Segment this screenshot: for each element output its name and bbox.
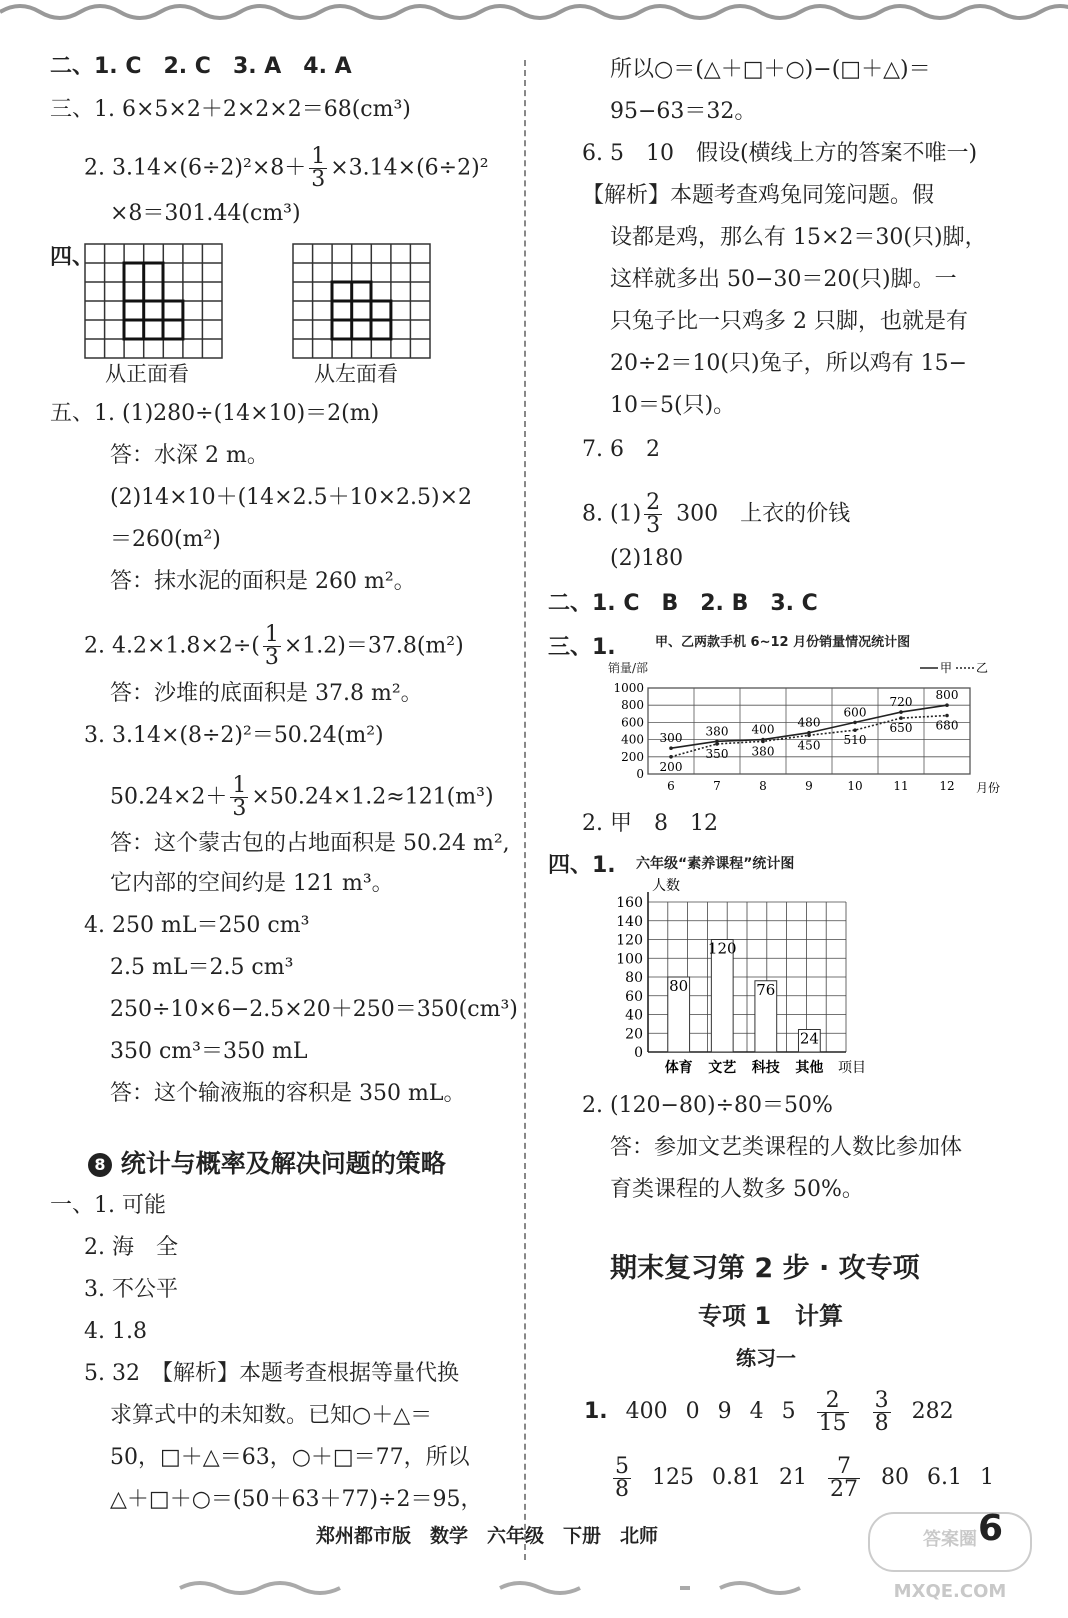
top-wave-border <box>0 0 1068 22</box>
line-chart-legend <box>920 661 988 675</box>
data-label: 380 <box>705 724 729 739</box>
unit8-q4: 4. 1.8 <box>84 1319 147 1344</box>
data-point <box>807 734 811 738</box>
answer-value: 1 <box>979 1465 994 1490</box>
r-q6-line4: 这样就多出 50−30＝20(只)脚。一 <box>610 267 957 292</box>
r-q8-line1 <box>582 492 850 537</box>
y-tick-label: 1000 <box>613 681 644 695</box>
answer-value: 282 <box>911 1399 954 1424</box>
x-tick-label: 其他 <box>795 1060 824 1076</box>
data-point <box>715 742 719 746</box>
r-q6-line3: 设都是鸡，那么有 15×2＝30(只)脚， <box>610 225 987 250</box>
bar-chart-ylabel: 人数 <box>652 878 680 894</box>
x-tick-label: 体育 <box>664 1060 693 1076</box>
left-view-caption: 从左面看 <box>314 362 398 386</box>
y-tick-label: 600 <box>621 715 644 730</box>
x-tick-label: 8 <box>759 779 767 793</box>
r-q6-line2: 【解析】本题考查鸡兔同笼问题。假 <box>582 183 935 208</box>
sec2-answers: 二、1. C 2. C 3. A 4. A <box>50 54 352 79</box>
r-q6-line6: 20÷2＝10(只)兔子，所以鸡有 15− <box>610 351 968 376</box>
data-label: 450 <box>797 738 821 753</box>
fraction: $\frac{1}{3}$ <box>311 144 326 192</box>
answer-value: 80 <box>880 1465 909 1490</box>
page-number: 6 <box>978 1508 1004 1549</box>
unit8-q5-line1: 5. 32 【解析】本题考查根据等量代换 <box>84 1361 459 1386</box>
unit8-heading <box>88 1144 446 1180</box>
data-point <box>853 728 857 732</box>
x-tick-label: 科技 <box>751 1060 780 1076</box>
sec5-q1-answer2: 答：抹水泥的面积是 260 m²。 <box>110 569 416 594</box>
fraction: $\frac{2}{3}$ <box>646 490 661 538</box>
sec5-q4-line4: 350 cm³＝350 mL <box>110 1039 308 1064</box>
x-tick-label: 9 <box>805 779 813 793</box>
answer-value: 400 <box>625 1399 668 1424</box>
bar-chart-xlabel: 项目 <box>838 1060 866 1076</box>
sec3-q2-part-a: 2. 3.14×(6÷2)²×8＋ <box>84 155 307 181</box>
r-sec2-answers: 二、1. C B 2. B 3. C <box>548 591 818 616</box>
bar-value-label: 76 <box>756 980 776 999</box>
practice-q1-row2 <box>610 1450 994 1506</box>
data-label: 480 <box>797 715 821 730</box>
legend-jia: 甲 <box>940 661 953 675</box>
bar-value-label: 80 <box>669 977 689 995</box>
answer-value: 0.81 <box>712 1465 761 1490</box>
x-tick-label: 文艺 <box>708 1060 737 1076</box>
sec5-q3-part-a: 50.24×2＋ <box>110 784 228 810</box>
sec4-label: 四、 <box>50 245 95 270</box>
y-tick-label: 120 <box>616 932 643 949</box>
data-label: 400 <box>751 722 775 737</box>
practice-q1-row1 <box>584 1384 954 1440</box>
r-q8-part-b: 300 上衣的价钱 <box>676 501 851 527</box>
sec5-q4-line3: 250÷10×6−2.5×20＋250＝350(cm³) <box>110 997 518 1022</box>
answer-value: 21 <box>778 1465 807 1490</box>
unit8-title: 统计与概率及解决问题的策略 <box>120 1149 446 1178</box>
sec5-q2-line1 <box>84 624 464 669</box>
data-point <box>761 740 765 744</box>
y-tick-label: 160 <box>616 895 643 911</box>
y-tick-label: 40 <box>625 1007 643 1024</box>
data-label: 200 <box>659 759 683 774</box>
sec3-q2-part-b: ×3.14×(6÷2)² <box>330 155 489 181</box>
bar-chart <box>600 850 900 1080</box>
data-label: 800 <box>935 688 959 703</box>
sec5-q2-answer: 答：沙堆的底面积是 37.8 m²。 <box>110 681 423 706</box>
data-point <box>669 746 673 750</box>
line-chart-xlabel: 月份 <box>976 781 1001 795</box>
left-view-grid <box>292 243 432 359</box>
x-tick-label: 11 <box>893 779 909 793</box>
line-chart <box>600 628 1010 803</box>
practice-title: 练习一 <box>736 1346 796 1370</box>
y-tick-label: 400 <box>621 732 644 747</box>
r-q8-line2: (2)180 <box>610 546 684 571</box>
bar-value-label: 120 <box>707 939 737 958</box>
footer-text: 郑州都市版 数学 六年级 下册 北师 <box>316 1525 659 1547</box>
sec5-q2-part-a: 2. 4.2×1.8×2÷( <box>84 633 260 659</box>
sec5-q1-line1: 五、1. (1)280÷(14×10)＝2(m) <box>50 401 380 426</box>
y-tick-label: 100 <box>616 951 643 968</box>
r-sec3-label: 三、1. <box>548 635 616 660</box>
r-sec4-label: 四、1. <box>548 853 616 878</box>
x-tick-label: 7 <box>713 779 721 793</box>
r-q7: 7. 6 2 <box>582 437 660 462</box>
data-label: 350 <box>705 746 729 761</box>
watermark-stamp: 答案圈 MXQE.COM <box>868 1512 1032 1572</box>
r-sec3-q2: 2. 甲 8 12 <box>582 811 718 836</box>
answer-value: 9 <box>717 1399 732 1424</box>
y-tick-label: 20 <box>625 1026 643 1043</box>
unit8-q3: 3. 不公平 <box>84 1277 178 1302</box>
line-chart-ylabel: 销量/部 <box>608 661 649 675</box>
data-label: 380 <box>751 744 775 759</box>
sec5-q1-line2: (2)14×10＋(14×2.5＋10×2.5)×2 <box>110 485 473 510</box>
data-label: 650 <box>889 721 913 736</box>
data-label: 300 <box>659 731 683 746</box>
y-tick-label: 80 <box>625 970 643 986</box>
answer-value: 6.1 <box>926 1465 962 1490</box>
data-point <box>899 710 903 714</box>
bar-value-label: 24 <box>799 1029 819 1048</box>
answer-value: 125 <box>652 1465 694 1490</box>
legend-yi: 乙 <box>976 661 989 675</box>
data-point <box>853 721 857 725</box>
sec5-q4-answer: 答：这个输液瓶的容积是 350 mL。 <box>110 1081 466 1106</box>
y-tick-label: 60 <box>625 988 643 1005</box>
front-view-grid <box>84 243 224 359</box>
r-q6-line7: 10＝5(只)。 <box>610 393 736 418</box>
y-tick-label: 140 <box>616 913 643 930</box>
unit8-badge: 8 <box>88 1153 112 1177</box>
sec3-q1: 三、1. 6×5×2＋2×2×2＝68(cm³) <box>50 97 411 122</box>
r-sec4-answer1: 答：参加文艺类课程的人数比参加体 <box>610 1135 963 1160</box>
data-point <box>945 703 949 707</box>
r-sec4-answer2: 育类课程的人数多 50%。 <box>610 1177 864 1202</box>
sec5-q3-line2 <box>110 775 494 820</box>
y-tick-label: 800 <box>621 698 644 713</box>
sec5-q3-answer1: 答：这个蒙古包的占地面积是 50.24 m², <box>110 831 510 856</box>
data-label: 720 <box>889 695 913 710</box>
data-label: 680 <box>935 718 959 733</box>
topic-title: 专项 1 计算 <box>698 1302 844 1330</box>
sec5-q2-part-b: ×1.2)＝37.8(m²) <box>283 633 464 659</box>
sec3-q2-line1 <box>84 146 489 191</box>
unit8-q5-line4: △＋□＋○＝(50＋63＋77)÷2＝95， <box>110 1487 483 1512</box>
answer-value: 0 <box>685 1399 700 1424</box>
line-chart-title: 甲、乙两款手机 6~12 月份销量情况统计图 <box>655 635 911 650</box>
data-point <box>945 714 949 718</box>
y-tick-label: 200 <box>621 749 644 764</box>
column-divider <box>524 60 526 1560</box>
unit8-q1: 一、1. 可能 <box>50 1193 166 1218</box>
unit8-q5-line2: 求算式中的未知数。已知○＋△＝ <box>110 1403 433 1428</box>
sec5-q4-line2: 2.5 mL＝2.5 cm³ <box>110 955 294 980</box>
data-point <box>669 755 673 759</box>
sec5-q1-answer1: 答：水深 2 m。 <box>110 443 269 468</box>
x-tick-label: 10 <box>847 779 863 793</box>
final-review-title: 期末复习第 2 步 · 攻专项 <box>610 1253 920 1284</box>
data-label: 510 <box>843 733 867 748</box>
fraction: $\frac{5}{8}$ <box>615 1453 629 1502</box>
sec5-q3-line1: 3. 3.14×(8÷2)²＝50.24(m²) <box>84 723 384 748</box>
unit8-q5-line3: 50，□＋△＝63，○＋□＝77，所以 <box>110 1445 470 1470</box>
r-q5-cont1: 所以○＝(△＋□＋○)−(□＋△)＝ <box>610 57 931 82</box>
fraction: $\frac{7}{27}$ <box>829 1453 858 1502</box>
y-tick-label: 0 <box>634 1045 643 1061</box>
sec3-q2-line2: ×8＝301.44(cm³) <box>110 201 301 226</box>
r-q6-line5: 只兔子比一只鸡多 2 只脚，也就是有 <box>610 309 968 334</box>
r-sec4-q2: 2. (120−80)÷80＝50% <box>582 1093 833 1118</box>
sec5-q1-line3: ＝260(m²) <box>110 527 221 552</box>
r-q8-part-a: 8. (1) <box>582 501 642 527</box>
unit8-q2: 2. 海 全 <box>84 1235 178 1260</box>
bar-chart-title: 六年级“素养课程”统计图 <box>636 856 795 872</box>
r-q6-line1: 6. 5 10 假设(横线上方的答案不唯一) <box>582 141 978 166</box>
fraction: $\frac{3}{8}$ <box>874 1387 889 1436</box>
front-view-caption: 从正面看 <box>105 362 189 386</box>
sec5-q3-part-b: ×50.24×1.2≈121(m³) <box>251 784 494 810</box>
practice-q1-label: 1. <box>584 1399 608 1424</box>
y-tick-label: 0 <box>636 767 644 781</box>
sec5-q4-line1: 4. 250 mL＝250 cm³ <box>84 913 310 938</box>
fraction: $\frac{2}{15}$ <box>818 1387 847 1436</box>
fraction: $\frac{1}{3}$ <box>264 622 279 670</box>
sec5-q3-answer2: 它内部的空间约是 121 m³。 <box>110 871 394 896</box>
fraction: $\frac{1}{3}$ <box>232 773 247 821</box>
answer-value: 5 <box>781 1399 796 1424</box>
r-q5-cont2: 95−63＝32。 <box>610 99 757 124</box>
x-tick-label: 12 <box>939 779 955 793</box>
data-point <box>899 716 903 720</box>
data-label: 600 <box>843 705 867 720</box>
x-tick-label: 6 <box>667 779 675 793</box>
answer-value: 4 <box>749 1399 764 1424</box>
